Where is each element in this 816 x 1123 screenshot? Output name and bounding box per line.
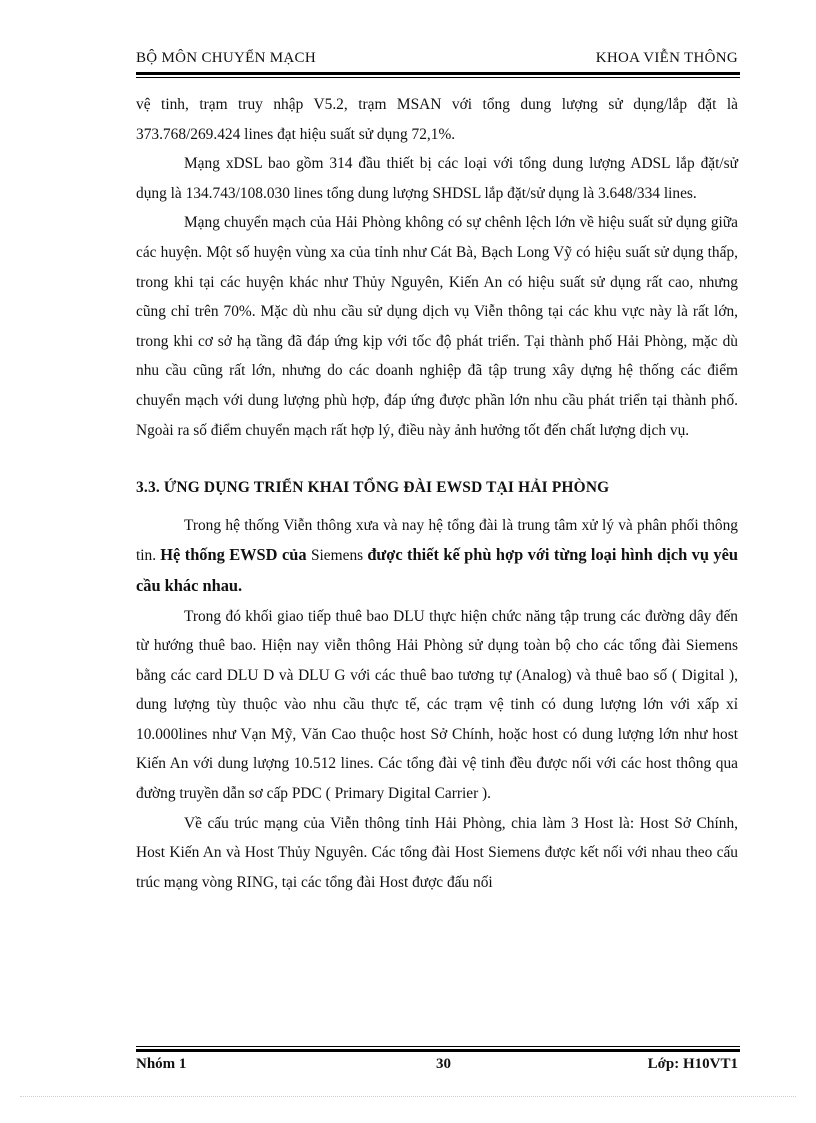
page-header — [136, 50, 738, 68]
paragraph-xdsl: Mạng xDSL bao gồm 314 đầu thiết bị các loại với tổng dung lượng ADSL lắp đặt/sử dụng là 134.743/108.030 lines tổng dung lượng SHDSL lắp đặt/sử dụng là 3.648/334 lines. — [136, 155, 738, 202]
header-rule-thin — [136, 77, 740, 78]
ewsd-bold-lead: Hệ thống EWSD của — [160, 545, 311, 565]
header-department: BỘ MÔN CHUYỂN MẠCH — [136, 50, 316, 66]
footer-rule-thin — [136, 1046, 740, 1047]
footer-group: Nhóm 1 — [136, 1056, 187, 1072]
footer-class: Lớp: H10VT1 — [647, 1056, 738, 1072]
header-faculty: KHOA VIỄN THÔNG — [595, 50, 738, 66]
document-body — [136, 90, 738, 897]
paragraph-continued: vệ tinh, trạm truy nhập V5.2, trạm MSAN với tổng dung lượng sử dụng/lắp đặt là 373.768/269.424 lines đạt hiệu suất sử dụng 72,1%. — [136, 96, 738, 143]
paragraph-network-structure: Về cấu trúc mạng của Viễn thông tỉnh Hải Phòng, chia làm 3 Host là: Host Sở Chính, Host Kiến An và Host Thủy Nguyên. Các tổng đài Host Siemens được kết nối với nhau theo cấu trúc mạng vòng RING, tại các tổng đài Host được đấu nối — [136, 814, 738, 891]
ewsd-intro-text: Trong hệ thống Viễn thông xưa và nay hệ tổng đài là trung tâm xử lý và phân phối thông tin. — [136, 516, 738, 565]
page-number: 30 — [436, 1056, 451, 1072]
footer-rule-thick — [136, 1049, 740, 1052]
ewsd-bold-tail: được thiết kế phù hợp với từng loại hình dịch vụ yêu cầu khác nhau. — [136, 545, 739, 595]
page-footer — [136, 1056, 738, 1076]
ewsd-siemens: Siemens — [310, 547, 368, 565]
section-heading: 3.3. ỨNG DỤNG TRIỂN KHAI TỔNG ĐÀI EWSD TẠI HẢI PHÒNG — [136, 479, 610, 497]
paragraph-dlu: Trong đó khối giao tiếp thuê bao DLU thực hiện chức năng tập trung các đường dây đến từ hướng thuê bao. Hiện nay viễn thông Hải Phòng sử dụng toàn bộ cho các tổng đài Siemens bằng các card DLU D và DLU G với các thuê bao tương tự (Analog) và thuê bao số ( Digital ), dung lượng tùy thuộc vào nhu cầu thực tế, các trạm vệ tinh có dung lượng lớn với xấp xỉ 10.000lines như Vạn Mỹ, Văn Cao thuộc host Sở Chính, hoặc host có dung lượng lớn như host Kiến An với dung lượng 10.512 lines. Các tổng đài vệ tinh đều được nối với các host thông qua đường truyền dẫn sơ cấp PDC ( Primary Digital Carrier ). — [136, 607, 738, 803]
paragraph-ewsd-intro — [136, 511, 738, 602]
paragraph-switching-network: Mạng chuyển mạch của Hải Phòng không có sự chênh lệch lớn về hiệu suất sử dụng giữa các huyện. Một số huyện vùng xa của tỉnh như Cát Bà, Bạch Long Vỹ có hiệu suất sử dụng thấp, trong khi tại các huyện khác như Thủy Nguyên, Kiến An có hiệu suất sử dụng rất cao, nhưng cũng chỉ trên 70%. Mặc dù nhu cầu sử dụng dịch vụ Viễn thông tại các khu vực này là rất lớn, trong khi cơ sở hạ tầng đã đáp ứng kịp với tốc độ phát triển. Tại thành phố Hải Phòng, mặc dù nhu cầu cũng rất lớn, nhưng do các doanh nghiệp đã tập trung xây dựng hệ thống các điểm chuyển mạch với dung lượng phù hợp, đáp ứng được phần lớn nhu cầu phát triển tại thành phố. Ngoài ra số điểm chuyển mạch rất hợp lý, điều này ảnh hưởng tốt đến chất lượng dịch vụ. — [136, 214, 738, 439]
page-bottom-divider — [20, 1096, 796, 1097]
header-rule-thick — [136, 72, 740, 75]
